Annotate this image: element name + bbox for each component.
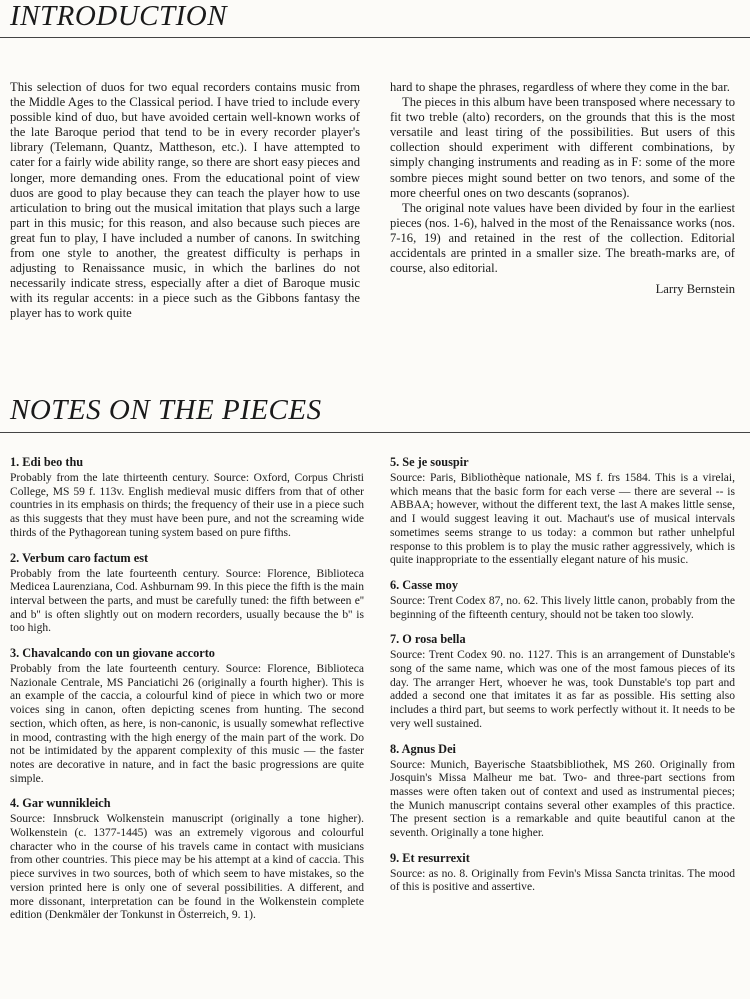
note-item: [10, 455, 364, 541]
intro-paragraph: This selection of duos for two equal recorders contains music from the Middle Ages to the Classical period. I have tried to include every possible kind of duo, but have avoided certain well-known works of the late Baroque period that tend to be in every recorder player's library (Telemann, Quantz, Mattheson, etc.). I have attempted to cater for a fairly wide ability range, so there are short easy pieces and longer, more demanding ones. From the educational point of view duos are good to play because they can teach the player how to use articulation to bring out the musical imitation that plays such a large part in this music; for this reason, and also because such pieces are great fun to play, I have included a number of canons. In switching from one style to another, the greatest difficulty is perhaps in adjusting to Renaissance music, in which the barlines do not necessarily indicate stress, especially after a diet of Baroque music with its regular accents: in a piece such as the Gibbons fantasy the player has to work quite: [10, 80, 360, 321]
note-title: 5. Se je souspir: [390, 455, 469, 469]
note-item: [390, 578, 735, 622]
intro-heading-rule: [0, 37, 750, 38]
note-title: 2. Verbum caro factum est: [10, 550, 149, 565]
note-text: Source: Trent Codex 87, no. 62. This lively little canon, probably from the beginning of the fifteenth century, should not be taken too slowly.: [390, 594, 735, 621]
intro-heading: INTRODUCTION: [10, 0, 228, 32]
author-signature: Larry Bernstein: [655, 282, 735, 297]
note-text: Source: Innsbruck Wolkenstein manuscript (originally a tone higher). Wolkenstein (c. 1377-1445) was an extremely vigorous and colourful character who in the course of his travels came in contact with musicians from other countries. This piece may be his attempt at a kind of caccia. This piece survives in two sources, both of which seem to have mistakes, so the version printed here is only one of several possibilities. A different, and more dissonant, interpretation can be found in the Wolkenstein complete edition (Denkmäler der Tonkunst in Österreich, 9. 1).: [10, 813, 364, 922]
note-text: Source: Paris, Bibliothèque nationale, MS f. frs 1584. This is a virelai, which means that the basic form for each verse — there are several -- is ABBAA; however, without the different text, the last A makes little sense, and I would suggest leaving it out. Machaut's use of musical intervals sometimes seems strange to us today: a common but rather unhelpful response to this problem is to play the music rather aggressively, which is quite inappropriate to the essentially elegant nature of his music.: [390, 472, 735, 567]
intro-right-column: [390, 80, 735, 297]
note-text: Probably from the late fourteenth century. Source: Florence, Biblioteca Medicea Laurenziana, Cod. Ashburnam 99. In this piece the fifth is the main interval between the parts, and must be carefully tuned: the fifth between e'' and b'' is often slightly out on modern recorders, usually because the b'' is too high.: [10, 567, 364, 635]
intro-paragraph: The original note values have been divided by four in the earliest pieces (nos. 1-6), halved in the most of the Renaissance works (nos. 7-16, 19) and retained in the rest of the collection. Editorial accidentals are printed in a smaller size. The breath-marks are, of course, also editorial.: [390, 200, 735, 276]
note-item: [390, 742, 735, 841]
note-title: 8. Agnus Dei: [390, 741, 456, 756]
note-title: 7. O rosa bella: [390, 632, 466, 647]
note-item: [390, 632, 735, 731]
note-item: [390, 851, 735, 895]
intro-paragraph: hard to shape the phrases, regardless of where they come in the bar.: [390, 80, 730, 94]
notes-left-column: [10, 455, 364, 933]
note-item: [10, 646, 364, 786]
note-title: 9. Et resurrexit: [390, 850, 470, 865]
intro-left-column: [10, 80, 360, 322]
intro-paragraph: The pieces in this album have been transposed where necessary to fit two treble (alto) recorders, on the grounds that this is the most versatile and least tiring of the possibilities. But users of this collection should experiment with different combinations, by simply changing instruments and reading as in F: some of the more sombre pieces might sound better on two tenors, and some of the more cheerful ones on two descants (sopranos).: [390, 95, 735, 200]
notes-heading-rule: [0, 432, 750, 433]
note-title: 6. Casse moy: [390, 577, 458, 592]
note-text: Probably from the late thirteenth century. Source: Oxford, Corpus Christi College, MS 59 f. 113v. English medieval music differs from that of other countries in its emphasis on thirds; the frequency of their use in a piece such as this suggests that they must have been pure, and not the screaming wide thirds of the Pythagorean tuning system based on pure fifths.: [10, 472, 364, 539]
note-text: Source: Munich, Bayerische Staatsbibliothek, MS 260. Originally from Josquin's Missa Malheur me bat. Two- and three-part sections from masses were often taken out of context and used as instrumental pieces; the Munich manuscript contains several other examples of this practice. The present section is a remarkable and quite beautiful canon at the seventh. Originally a tone higher.: [390, 758, 735, 840]
note-title: 1. Edi beo thu: [10, 455, 84, 469]
note-text: Source: Trent Codex 90. no. 1127. This is an arrangement of Dunstable's song of the same name, which was one of the most famous pieces of its day. The arranger Hert, whoever he was, took Dunstable's top part and added a second one that imitates it as far as possible. His setting also includes a third part, but seems to work perfectly without it. It needs to be very well sustained.: [390, 649, 735, 730]
note-title: 3. Chavalcando con un giovane accorto: [10, 646, 215, 661]
note-item: [390, 455, 735, 568]
note-item: [10, 551, 364, 637]
note-text: Source: as no. 8. Originally from Fevin's Missa Sancta trinitas. The mood of this is positive and assertive.: [390, 867, 735, 894]
notes-right-column: [390, 455, 735, 905]
note-item: [10, 796, 364, 923]
note-text: Probably from the late fourteenth century. Source: Florence, Biblioteca Nazionale Centrale, MS Panciatichi 26 (originally a fourth higher). This is an example of the caccia, a colourful kind of piece in which two or more voices sing in canon, often depicting scenes from hunting. The second section, which often, as here, is non-canonic, is usually somewhat reflective in mood, contrasting with the high energy of the main part of the work. Do not be intimidated by the apparent complexity of this music — the faster notes are decorative in nature, and in fact the basic progressions are quite simple.: [10, 663, 364, 785]
note-title: 4. Gar wunnikleich: [10, 796, 111, 811]
notes-heading: NOTES ON THE PIECES: [10, 394, 322, 426]
